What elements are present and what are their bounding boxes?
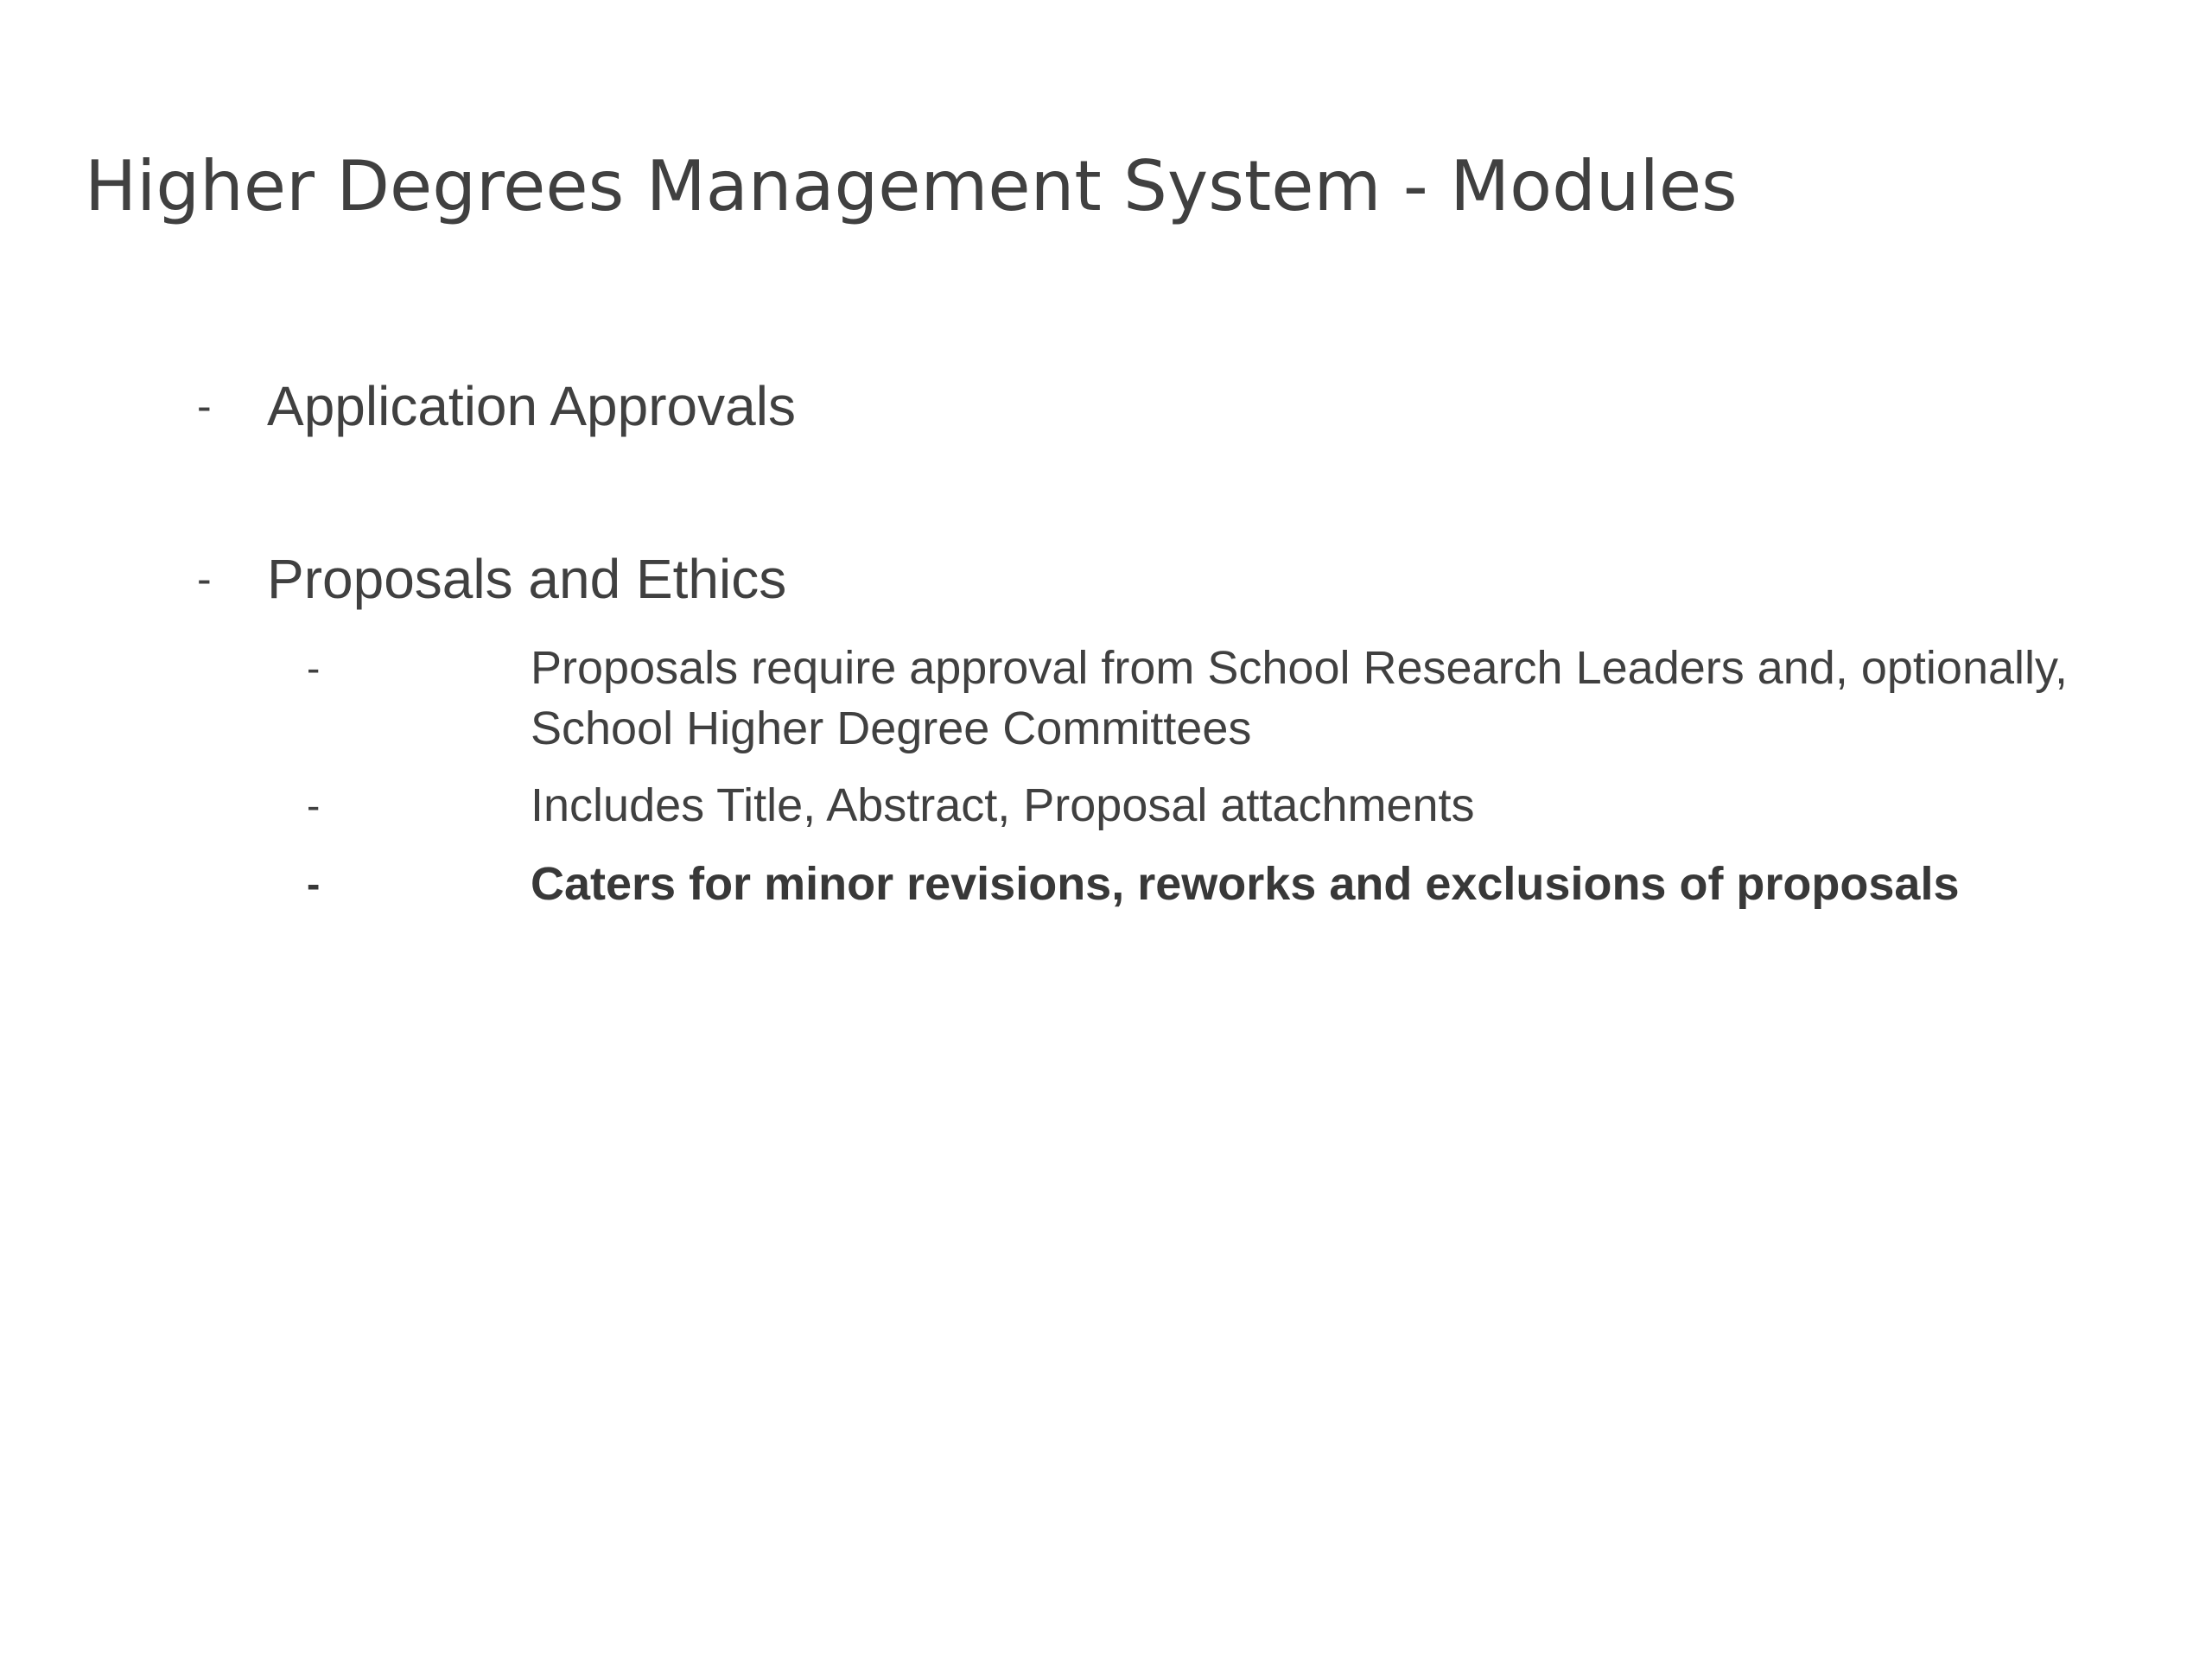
bullet-application-approvals	[197, 375, 2098, 444]
sub-bullet-text: Proposals require approval from School Research Leaders and, optionally, School Higher Degree Committees	[531, 642, 2068, 754]
sub-bullet-marker: -	[307, 783, 321, 828]
sub-bullet-text: Caters for minor revisions, reworks and exclusions of proposals	[531, 858, 1960, 910]
slide-title: Higher Degrees Management System - Modules	[85, 146, 1738, 226]
bullet-marker: -	[197, 382, 212, 430]
sub-bullet-approval-requirements	[307, 638, 2164, 759]
bullet-proposals-and-ethics	[197, 548, 2098, 617]
sub-bullet-includes	[307, 775, 2164, 836]
sub-bullet-text: Includes Title, Abstract, Proposal attachments	[531, 779, 1475, 831]
sub-bullet-marker: -	[307, 861, 321, 906]
bullet-text: Application Approvals	[267, 375, 796, 437]
sub-bullet-marker: -	[307, 645, 321, 690]
bullet-marker: -	[197, 555, 212, 603]
bullet-text: Proposals and Ethics	[267, 548, 787, 610]
sub-bullet-caters	[307, 854, 2164, 914]
